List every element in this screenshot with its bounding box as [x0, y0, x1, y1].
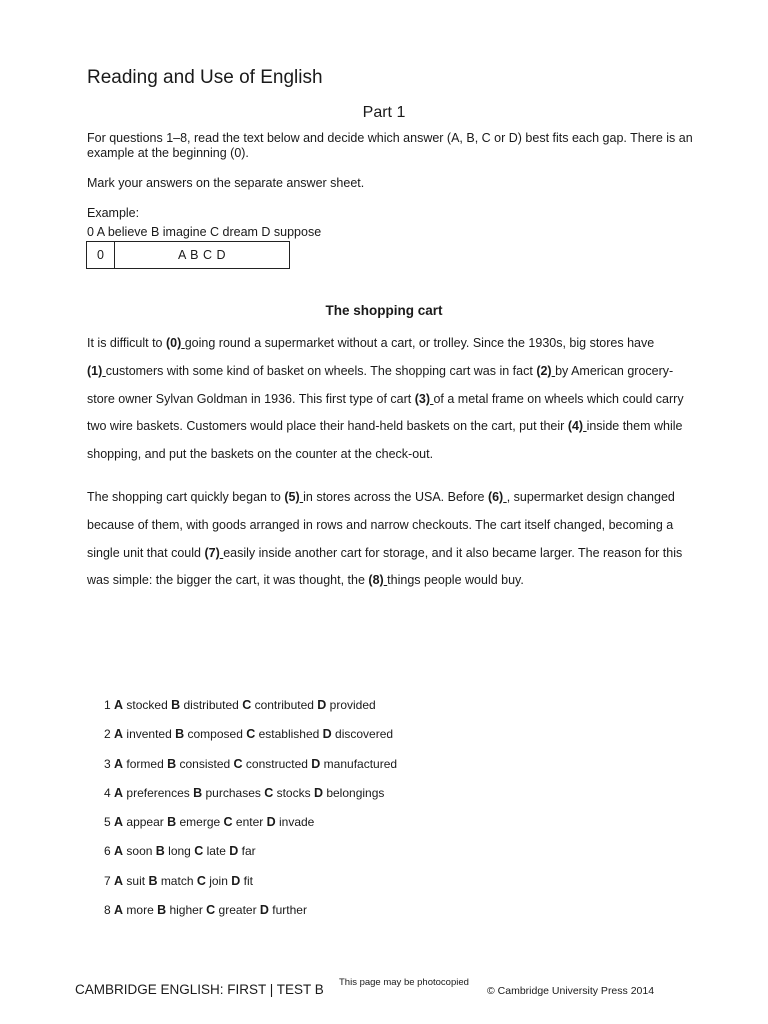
option-word: provided: [329, 698, 376, 712]
question-number: 2: [104, 727, 111, 742]
option-letter-c: C: [223, 815, 233, 830]
example-answer-box: [86, 241, 290, 269]
text-title: The shopping cart: [325, 303, 443, 318]
option-letter-c: C: [233, 756, 243, 771]
option-word: purchases: [205, 785, 261, 800]
option-row-3: [104, 752, 397, 781]
section-heading: Reading and Use of English: [87, 67, 323, 88]
option-word: fit: [243, 873, 253, 888]
option-word: invade: [278, 815, 315, 830]
option-word: discovered: [335, 727, 394, 742]
gap-marker: (6): [487, 490, 504, 504]
option-letter-c: C: [242, 698, 252, 712]
option-letter-b: B: [193, 785, 203, 800]
option-word: suit: [126, 873, 146, 888]
option-word: stocks: [276, 785, 311, 800]
example-label: Example:: [87, 206, 140, 220]
gap-marker: (1): [87, 363, 103, 378]
option-letter-d: D: [259, 903, 269, 918]
gap-marker: (3): [414, 391, 430, 406]
option-word: belongings: [326, 785, 385, 800]
option-word: join: [209, 873, 228, 888]
option-letter-a: A: [114, 844, 124, 859]
text-segment: It is difficult to: [87, 336, 166, 350]
text-segment: inside them while shopping, and put the baskets on the counter at the check-out.: [87, 419, 683, 462]
footer-copyright: © Cambridge University Press 2014: [487, 985, 655, 997]
option-word: contributed: [254, 698, 314, 712]
option-letter-b: B: [171, 698, 181, 712]
option-letter-a: A: [114, 873, 124, 888]
option-word: soon: [126, 844, 153, 859]
option-word: emerge: [179, 815, 221, 830]
question-number: 8: [104, 903, 111, 918]
option-letter-c: C: [246, 727, 256, 742]
option-word: greater: [218, 903, 257, 918]
option-word: stocked: [126, 698, 168, 712]
option-row-6: [104, 839, 397, 868]
question-number: 5: [104, 815, 111, 830]
example-box-number: 0: [87, 242, 115, 268]
text-paragraph-1: [87, 330, 687, 469]
option-letter-b: B: [157, 903, 167, 918]
option-letter-a: A: [114, 698, 124, 712]
question-number: 1: [104, 698, 111, 712]
text-segment: of a metal frame on wheels which could carry two wire baskets. Customers would place their hand-held baskets on the cart, put their: [87, 391, 684, 434]
option-word: match: [160, 873, 194, 888]
gap-marker: (0): [165, 336, 182, 350]
option-letter-d: D: [231, 873, 241, 888]
option-letter-a: A: [114, 815, 124, 830]
text-segment: customers with some kind of basket on wheels. The shopping cart was in fact: [105, 363, 537, 378]
option-letter-a: A: [114, 785, 124, 800]
example-line: 0 A believe B imagine C dream D suppose: [87, 225, 322, 239]
option-word: appear: [126, 815, 164, 830]
text-segment: The shopping cart quickly began to: [87, 490, 285, 504]
option-row-5: [104, 810, 397, 839]
question-number: 3: [104, 756, 111, 771]
option-row-2: [104, 722, 397, 751]
question-number: 6: [104, 844, 111, 859]
option-row-4: [104, 781, 397, 810]
option-row-7: [104, 869, 397, 898]
footer-test-label: CAMBRIDGE ENGLISH: FIRST | TEST B: [75, 982, 324, 997]
option-row-1: [104, 693, 397, 722]
text-segment: easily inside another cart for storage, and it also became larger. The reason for this was simple: the bigger the cart, it was thought, the: [87, 545, 683, 588]
option-letter-b: B: [167, 815, 177, 830]
option-letter-c: C: [206, 903, 216, 918]
text-segment: in stores across the USA. Before: [303, 490, 488, 504]
gap-marker: (5): [284, 490, 300, 504]
answer-sheet-instruction: Mark your answers on the separate answer sheet.: [87, 176, 365, 190]
option-row-8: [104, 898, 397, 927]
option-letter-d: D: [313, 785, 323, 800]
option-word: higher: [169, 903, 203, 918]
option-word: enter: [235, 815, 264, 830]
option-letter-b: B: [148, 873, 158, 888]
instructions-text: For questions 1–8, read the text below and decide which answer (A, B, C or D) best fits each gap. There is an example at the beginning (0).: [87, 131, 693, 160]
option-letter-c: C: [194, 844, 204, 859]
gap-marker: (8): [368, 573, 384, 588]
text-segment: things people would buy.: [387, 573, 524, 588]
option-letter-b: B: [167, 756, 177, 771]
gap-marker: (2): [536, 363, 552, 378]
option-letter-d: D: [266, 815, 276, 830]
option-word: invented: [126, 727, 172, 742]
option-word: more: [126, 903, 154, 918]
option-word: established: [258, 727, 320, 742]
option-letter-d: D: [317, 698, 327, 712]
option-word: distributed: [183, 698, 239, 712]
option-word: composed: [187, 727, 243, 742]
gap-marker: (4): [567, 419, 584, 434]
answer-options-list: [104, 693, 397, 927]
option-word: formed: [126, 756, 164, 771]
question-number: 7: [104, 873, 111, 888]
example-box-options: A B C D: [178, 248, 226, 262]
text-segment: , supermarket design changed because of them, with goods arranged in rows and narrow checkouts. The cart itself changed, becoming a single unit that could: [87, 490, 675, 560]
option-letter-d: D: [322, 727, 332, 742]
option-letter-a: A: [114, 727, 124, 742]
question-number: 4: [104, 785, 111, 800]
option-letter-b: B: [155, 844, 165, 859]
option-word: late: [206, 844, 226, 859]
option-letter-c: C: [264, 785, 274, 800]
option-letter-a: A: [114, 903, 124, 918]
option-word: long: [168, 844, 191, 859]
option-letter-c: C: [196, 873, 206, 888]
option-word: constructed: [245, 756, 308, 771]
option-word: further: [272, 903, 307, 918]
text-paragraph-2: [87, 484, 687, 595]
option-letter-d: D: [229, 844, 239, 859]
footer-photocopy-note: This page may be photocopied: [339, 977, 469, 988]
option-word: consisted: [179, 756, 231, 771]
gap-marker: (7): [204, 545, 220, 560]
option-letter-d: D: [311, 756, 321, 771]
text-segment: by American grocery-store owner Sylvan Goldman in 1936. This first type of cart: [87, 363, 674, 406]
text-segment: going round a supermarket without a cart, or trolley. Since the 1930s, big stores have: [184, 336, 655, 350]
part-title: Part 1: [362, 104, 406, 121]
option-letter-b: B: [175, 727, 185, 742]
option-word: far: [241, 844, 256, 859]
option-letter-a: A: [114, 756, 124, 771]
option-word: manufactured: [323, 756, 398, 771]
option-word: preferences: [126, 785, 190, 800]
